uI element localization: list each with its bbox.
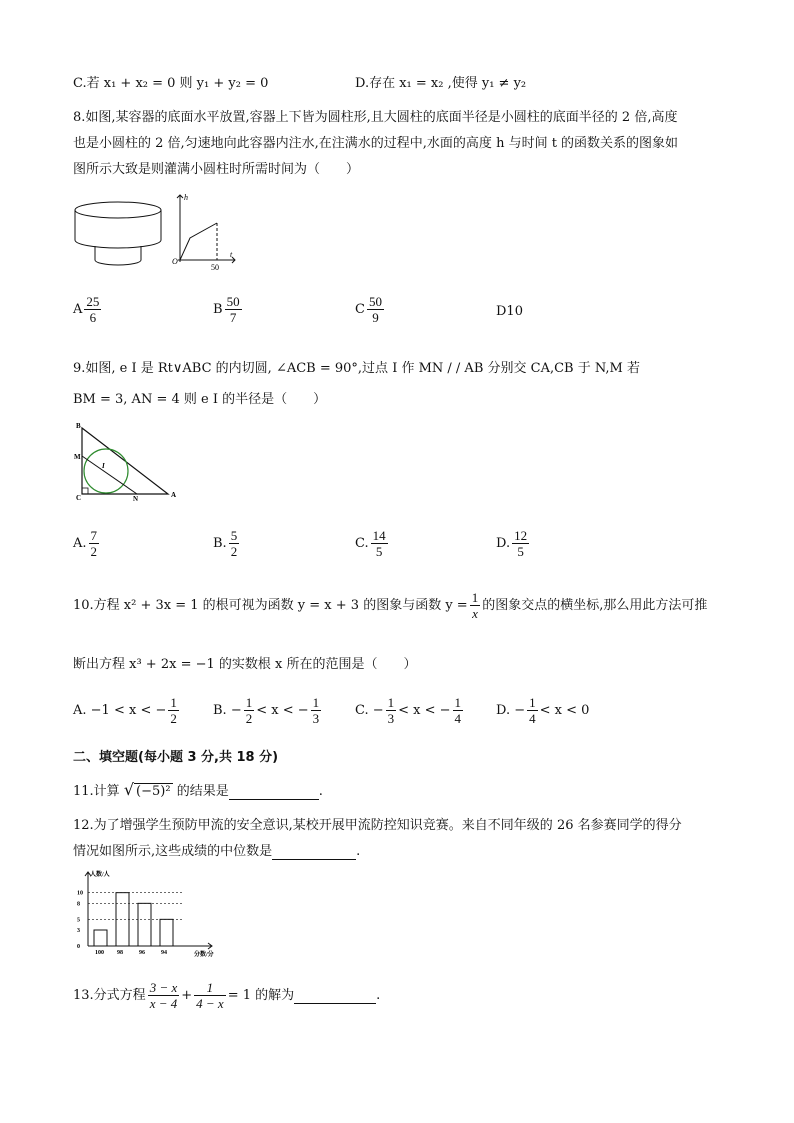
bar-96 xyxy=(138,903,151,946)
graph-x-tick: 50 xyxy=(211,263,219,272)
right-angle-mark xyxy=(82,488,88,494)
y-tick-label: 0 xyxy=(77,944,80,950)
q10-stem-line1: 10.方程 x² + 3x = 1 的根可视为函数 y = x + 3 的图象与函数 y = $\frac{1}{x}$ 的图象交点的横坐标,那么用此方法可推 xyxy=(73,590,708,621)
label-c: C xyxy=(76,494,82,502)
sqrt-expression: √ (−5)² xyxy=(123,780,171,799)
score-bar-chart xyxy=(72,866,222,958)
y-tick-label: 10 xyxy=(77,890,83,897)
q9-figure xyxy=(70,420,185,502)
q8-option-a: A $\frac{25}{6}$ xyxy=(73,294,100,325)
q10-option-b: B. − $\frac{1}{2}$ < x < − $\frac{1}{3}$ xyxy=(213,695,320,726)
x-tick-label: 100 xyxy=(95,950,104,956)
q10-option-a: A. −1 < x < − $\frac{1}{2}$ xyxy=(73,695,177,726)
q8-figure xyxy=(70,190,250,275)
x-axis-label: 分数/分 xyxy=(194,952,214,958)
line-mn xyxy=(82,456,137,494)
container-drawing xyxy=(75,202,161,265)
incircle xyxy=(84,449,128,493)
q8-option-d: D10 xyxy=(496,304,523,319)
q8-option-c: C $\frac{50}{9}$ xyxy=(355,294,382,325)
label-b: B xyxy=(76,422,81,430)
y-tick-label: 5 xyxy=(77,917,80,924)
q8-stem-line3: 图所示大致是则灌满小圆柱时所需时间为（ ） xyxy=(73,162,360,177)
label-a: A xyxy=(171,491,177,499)
x-tick-label: 94 xyxy=(161,950,167,956)
q9-option-a: A. $\frac{7}{2}$ xyxy=(73,528,98,559)
q12-answer-blank[interactable] xyxy=(272,844,356,860)
q12-stem-line2: 情况如图所示,这些成绩的中位数是 . xyxy=(73,844,361,859)
label-n: N xyxy=(133,495,139,502)
q7-option-c: C.若 x₁ + x₂ = 0 则 y₁ + y₂ = 0 xyxy=(73,76,269,91)
y-tick-label: 8 xyxy=(77,901,80,908)
q10-option-c: C. − $\frac{1}{3}$ < x < − $\frac{1}{4}$ xyxy=(355,695,462,726)
q10-stem-line2: 断出方程 x³ + 2x = −1 的实数根 x 所在的范围是（ ） xyxy=(73,657,417,672)
y-axis-label: 人数/人 xyxy=(90,872,110,878)
q9-stem-line2: BM = 3, AN = 4 则 e I 的半径是（ ） xyxy=(73,392,327,407)
q13-answer-blank[interactable] xyxy=(294,988,376,1004)
q12-stem-line1: 12.为了增强学生预防甲流的安全意识,某校开展甲流防控知识竞赛。来自不同年级的 26 名参赛同学的得分 xyxy=(73,818,682,833)
label-m: M xyxy=(74,453,81,461)
x-tick-label: 96 xyxy=(139,950,145,956)
q9-option-c: C. $\frac{14}{5}$ xyxy=(355,528,386,559)
section-heading-fill-in: 二、填空题(每小题 3 分,共 18 分) xyxy=(73,750,279,765)
q9-option-d: D. $\frac{12}{5}$ xyxy=(496,528,528,559)
q10-option-d: D. − $\frac{1}{4}$ < x < 0 xyxy=(496,695,590,726)
bar-100 xyxy=(94,930,107,946)
q9-option-b: B. $\frac{5}{2}$ xyxy=(213,528,238,559)
h-t-graph xyxy=(177,195,235,263)
q11-stem: 11.计算 √ (−5)² 的结果是 . xyxy=(73,780,323,799)
x-tick-label: 98 xyxy=(117,950,123,956)
q11-answer-blank[interactable] xyxy=(229,784,319,800)
bar-94 xyxy=(160,919,173,946)
q13-stem: 13.分式方程 $\frac{3 - x}{x - 4}$ + $\frac{1}{4 - x}$ = 1 的解为 . xyxy=(73,980,381,1011)
graph-origin-label: O xyxy=(172,257,178,266)
graph-x-axis-label: t xyxy=(230,250,233,259)
q8-stem-line1: 8.如图,某容器的底面水平放置,容器上下皆为圆柱形,且大圆柱的底面半径是小圆柱的底面半径的 2 倍,高度 xyxy=(73,110,678,125)
q8-stem-line2: 也是小圆柱的 2 倍,匀速地向此容器内注水,在注满水的过程中,水面的高度 h 与时间 t 的函数关系的图象如 xyxy=(73,136,679,151)
q7-option-d: D.存在 x₁ = x₂ ,使得 y₁ ≠ y₂ xyxy=(355,76,527,91)
label-i: I xyxy=(102,462,105,470)
q9-stem-line1: 9.如图, e I 是 Rt∨ABC 的内切圆, ∠ACB = 90°,过点 I 作 MN / / AB 分别交 CA,CB 于 N,M 若 xyxy=(73,361,640,376)
y-tick-label: 3 xyxy=(77,928,80,934)
graph-y-axis-label: h xyxy=(184,193,188,202)
q8-option-b: B $\frac{50}{7}$ xyxy=(213,294,240,325)
